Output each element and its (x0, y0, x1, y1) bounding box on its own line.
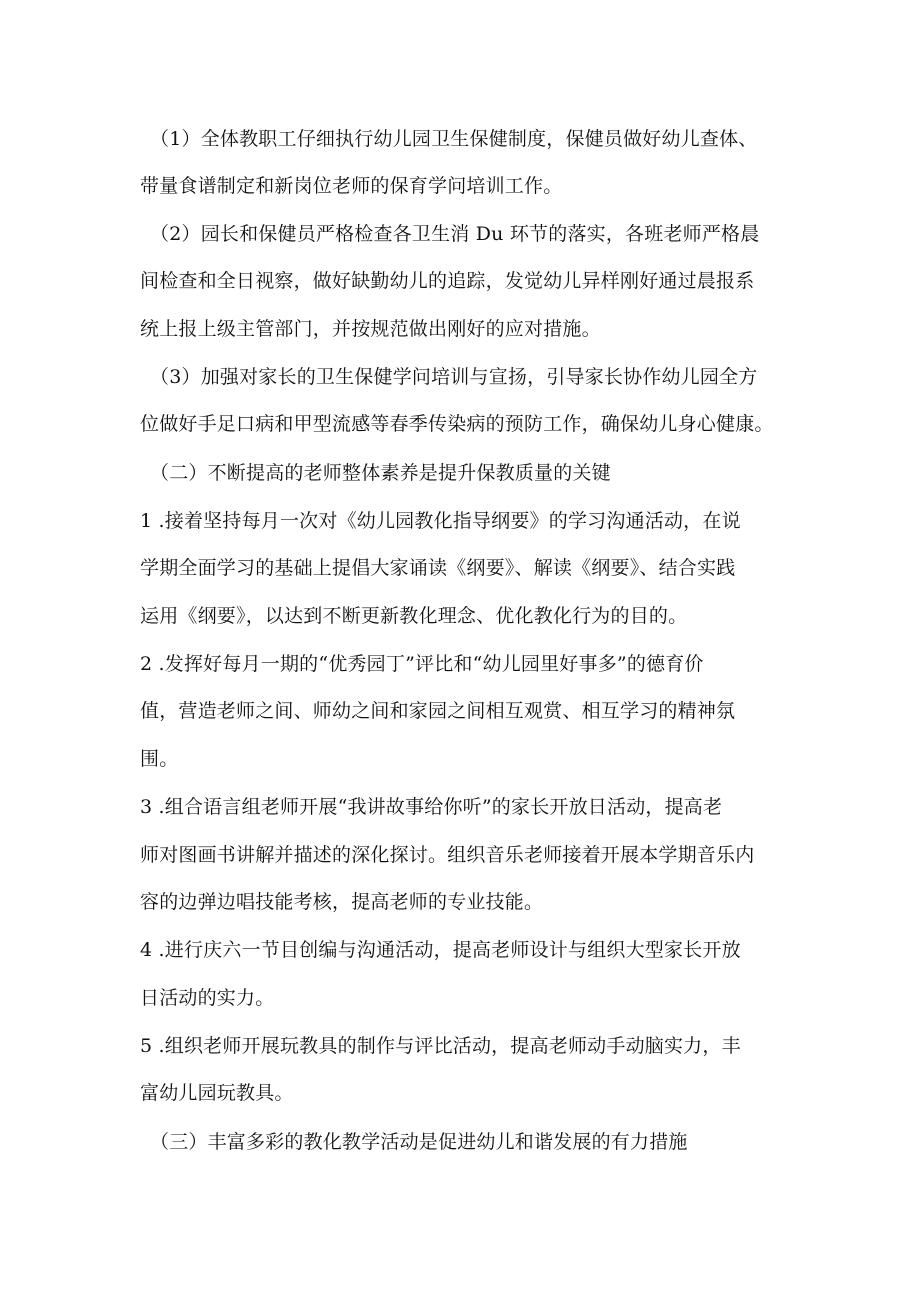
text-line: 带量食谱制定和新岗位老师的保育学问培训工作。 (140, 175, 563, 197)
text-line: 3 .组合语言组老师开展“我讲故事给你听”的家长开放日活动，提高老 (140, 796, 723, 818)
text-line: 师对图画书讲解并描述的深化探讨。组织音乐老师接着开展本学期音乐内 (140, 844, 755, 866)
section-heading: （三）丰富多彩的教化教学活动是促进幼儿和谐发展的有力措施 (150, 1131, 688, 1153)
text-line: 位做好手足口病和甲型流感等春季传染病的预防工作，确保幼儿身心健康。 (140, 413, 774, 435)
text-line: 富幼儿园玩教具。 (140, 1082, 294, 1104)
text-line: 学期全面学习的基础上提倡大家诵读《纲要》、解读《纲要》、结合实践 (140, 557, 736, 579)
text-line: （2）园长和保健员严格检查各卫生消 Du 环节的落实，各班老师严格晨 (150, 223, 760, 245)
text-line: 容的边弹边唱技能考核，提高老师的专业技能。 (140, 891, 544, 913)
text-line: 值，营造老师之间、师幼之间和家园之间相互观赏、相互学习的精神氛 (140, 700, 736, 722)
text-line: 间检查和全日视察，做好缺勤幼儿的追踪，发觉幼儿异样刚好通过晨报系 (140, 270, 755, 292)
text-line: 4 .进行庆六一节目创编与沟通活动，提高老师设计与组织大型家长开放 (140, 939, 741, 961)
text-line: （3）加强对家长的卫生保健学问培训与宣扬，引导家长协作幼儿园全方 (150, 366, 758, 388)
text-line: 围。 (140, 748, 179, 770)
section-heading: （二）不断提高的老师整体素养是提升保教质量的关键 (150, 462, 611, 484)
text-line: 2 .发挥好每月一期的“优秀园丁”评比和“幼儿园里好事多”的德育价 (140, 653, 704, 675)
text-line: 1 .接着坚持每月一次对《幼儿园教化指导纲要》的学习沟通活动，在说 (140, 510, 741, 532)
text-line: 运用《纲要》，以达到不断更新教化理念、优化教化行为的目的。 (140, 605, 688, 627)
text-line: 统上报上级主管部门，并按规范做出刚好的应对措施。 (140, 318, 601, 340)
text-line: （1）全体教职工仔细执行幼儿园卫生保健制度，保健员做好幼儿查体、 (150, 128, 758, 150)
text-line: 5 .组织老师开展玩教具的制作与评比活动，提高老师动手动脑实力，丰 (140, 1035, 741, 1057)
text-line: 日活动的实力。 (140, 987, 275, 1009)
